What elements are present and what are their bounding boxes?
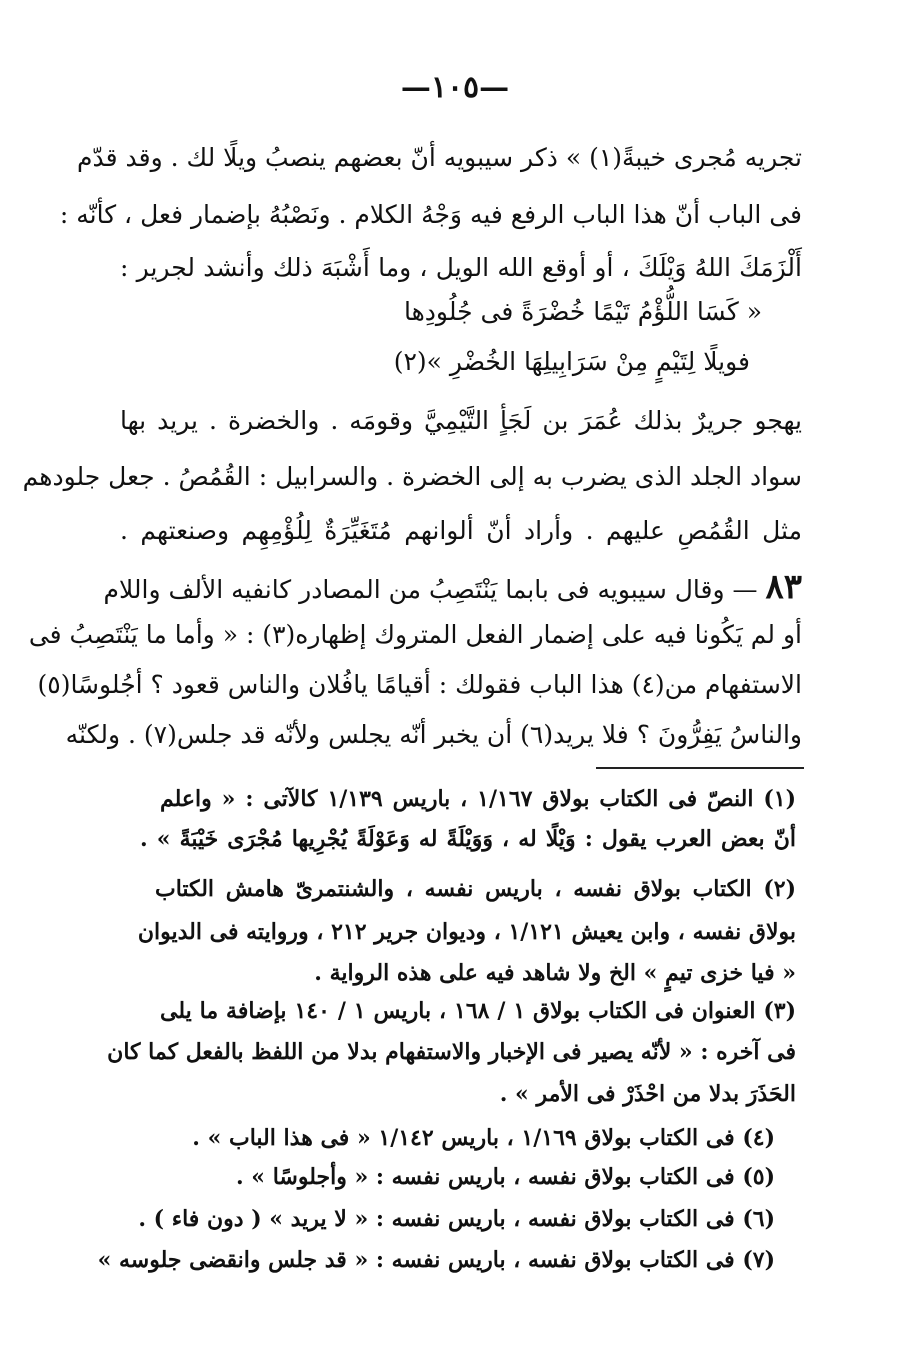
footnote-5: (٥) فى الكتاب بولاق نفسه ، باريس نفسه : « وأجلوسًا » .: [235, 1164, 775, 1190]
footnote-7: (٧) فى الكتاب بولاق نفسه ، باريس نفسه : « قد جلس وانقضى جلوسه »: [97, 1247, 775, 1273]
section-line-1-text: — وقال سيبويه فى بابما يَنْتَصِبُ من المصادر كانفيه الألف واللام: [103, 575, 758, 604]
body-line-4: يهجو جريرٌ بذلك عُمَرَ بن لَجَأٍ التَّيْمِيَّ وقومَه . والخضرة . يريد بها: [120, 406, 802, 435]
footnote-6: (٦) فى الكتاب بولاق نفسه ، باريس نفسه : « لا يريد » ( دون فاء ) .: [138, 1206, 775, 1232]
body-line-6: مثل القُمُصِ عليهم . وأراد أنّ ألوانهم مُتَغَيِّرَةٌ لِلُؤْمِهِم وصنعتهم .: [120, 516, 802, 545]
section-number: ٨٣: [765, 567, 802, 607]
section-line-2: أو لم يَكُونا فيه على إضمار الفعل المتروك إظهاره(٣) : « وأما ما يَنْتَصِبُ فى: [28, 620, 802, 649]
section-83-line-1: [103, 567, 802, 607]
footnote-1-line-2: أنّ بعض العرب يقول : وَيْلًا له ، وَوَيْلَةً له وَعَوْلَةً يُجْرِيها مُجْرَى خَيْبَةً » .: [140, 826, 797, 852]
footnote-3-line-3: الحَذَرَ بدلا من احْذَرْ فى الأمر » .: [499, 1081, 796, 1107]
footnote-2-line-2: بولاق نفسه ، وابن يعيش ١/١٢١ ، وديوان جرير ٢١٢ ، وروايته فى الديوان: [137, 919, 796, 945]
body-line-1: تجريه مُجرى خيبةً(١) » ذكر سيبويه أنّ بعضهم ينصبُ ويلًا لك . وقد قدّم: [77, 143, 802, 172]
footnote-separator: [596, 767, 804, 769]
footnote-1-line-1: (١) النصّ فى الكتاب بولاق ١/١٦٧ ، باريس ١/١٣٩ كالآتى : « واعلم: [160, 786, 797, 812]
footnote-3-line-1: (٣) العنوان فى الكتاب بولاق ١ / ١٦٨ ، باريس ١ / ١٤٠ بإضافة ما يلى: [160, 998, 797, 1024]
verse-line-1: « كَسَا اللُّؤْمُ تَيْمًا خُضْرَةً فى جُلُودِها: [404, 297, 762, 326]
footnote-2-line-3: « فيا خزى تيمٍ » الخ ولا شاهد فيه على هذه الرواية .: [314, 960, 796, 986]
verse-line-2: فويلًا لِتَيْمٍ مِنْ سَرَابِيلِهَا الخُضْرِ »(٢): [393, 347, 750, 376]
body-line-5: سواد الجلد الذى يضرب به إلى الخضرة . والسرابيل : القُمُصُ . جعل جلودهم: [22, 462, 802, 491]
footnote-2-line-1: (٢) الكتاب بولاق نفسه ، باريس نفسه ، والشنتمرىّ هامش الكتاب: [155, 876, 796, 902]
page-number: —١٠٥—: [400, 70, 510, 105]
body-line-3: أَلْزَمَكَ اللهُ وَيْلَكَ ، أو أوقع الله الويل ، وما أَشْبَهَ ذلك وأنشد لجرير :: [120, 253, 802, 282]
body-line-2: فى الباب أنّ هذا الباب الرفع فيه وَجْهُ الكلام . ونَصْبُهُ بإضمار فعل ، كأنّه :: [59, 200, 802, 229]
section-line-4: والناسُ يَفِرُّونَ ؟ فلا يريد(٦) أن يخبر أنّه يجلس ولأنّه قد جلس(٧) . ولكنّه: [65, 720, 802, 749]
footnote-4: (٤) فى الكتاب بولاق ١/١٦٩ ، باريس ١/١٤٢ « فى هذا الباب » .: [192, 1125, 775, 1151]
footnote-3-line-2: فى آخره : « لأنّه يصير فى الإخبار والاستفهام بدلا من اللفظ بالفعل كما كان: [107, 1039, 796, 1065]
section-line-3: الاستفهام من(٤) هذا الباب فقولك : أقيامًا يافُلان والناس قعود ؟ أجُلوسًا(٥): [37, 670, 802, 699]
